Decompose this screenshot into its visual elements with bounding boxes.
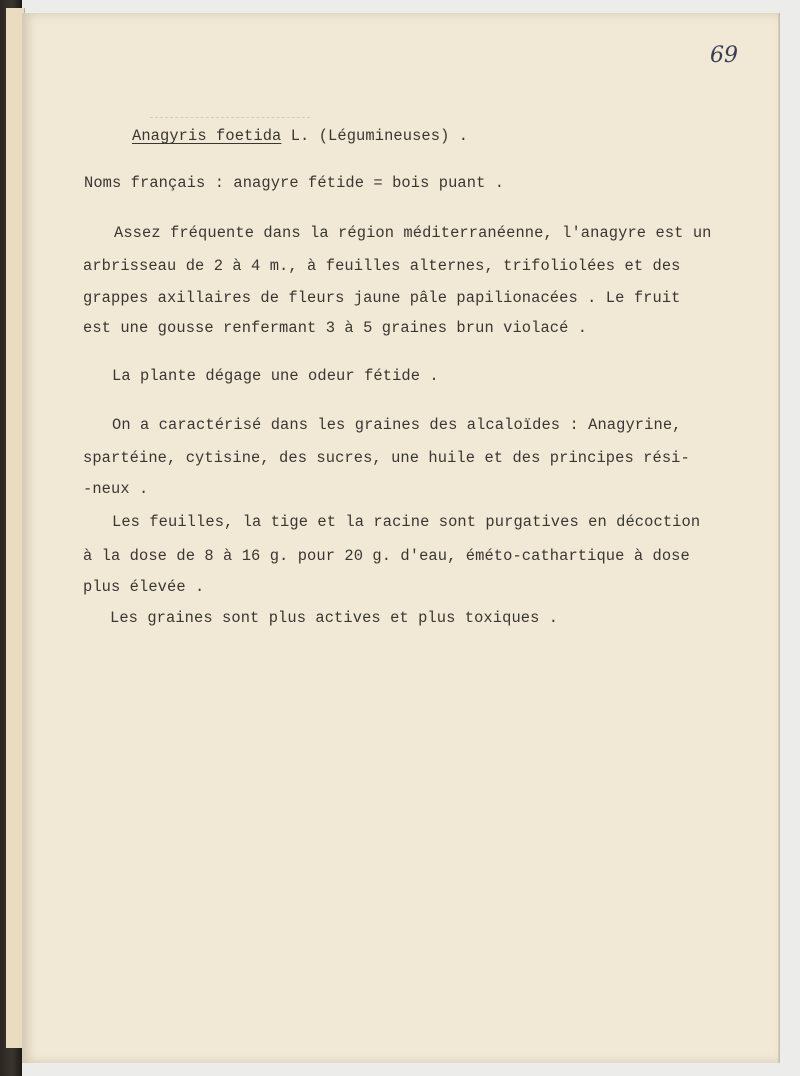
text-line: Noms français : anagyre fétide = bois puant . (84, 174, 505, 192)
text-line: Les feuilles, la tige et la racine sont purgatives en décoction (112, 513, 701, 531)
text-line: spartéine, cytisine, des sucres, une huile et des principes rési- (83, 449, 690, 467)
heading-species: Anagyris foetida (132, 127, 282, 145)
page-number: 69 (710, 43, 738, 68)
text-line: à la dose de 8 à 16 g. pour 20 g. d'eau, éméto-cathartique à dose (83, 547, 690, 565)
text-line: grappes axillaires de fleurs jaune pâle papilionacées . Le fruit (83, 289, 681, 307)
text-line: est une gousse renfermant 3 à 5 graines brun violacé . (83, 319, 588, 337)
text-line: On a caractérisé dans les graines des alcaloïdes : Anagyrine, (112, 416, 682, 434)
text-line: La plante dégage une odeur fétide . (112, 367, 439, 385)
text-line: -neux . (83, 480, 149, 498)
text-line: Les graines sont plus actives et plus toxiques . (110, 609, 559, 627)
heading-line (132, 129, 468, 144)
text-line: plus élevée . (83, 578, 205, 596)
document-page (22, 13, 779, 1063)
heading-family: L. (Légumineuses) . (281, 127, 469, 145)
text-line: Assez fréquente dans la région méditerranéenne, l'anagyre est un (114, 224, 712, 242)
text-line: arbrisseau de 2 à 4 m., à feuilles alternes, trifoliolées et des (83, 257, 681, 275)
faint-rule (150, 117, 310, 118)
